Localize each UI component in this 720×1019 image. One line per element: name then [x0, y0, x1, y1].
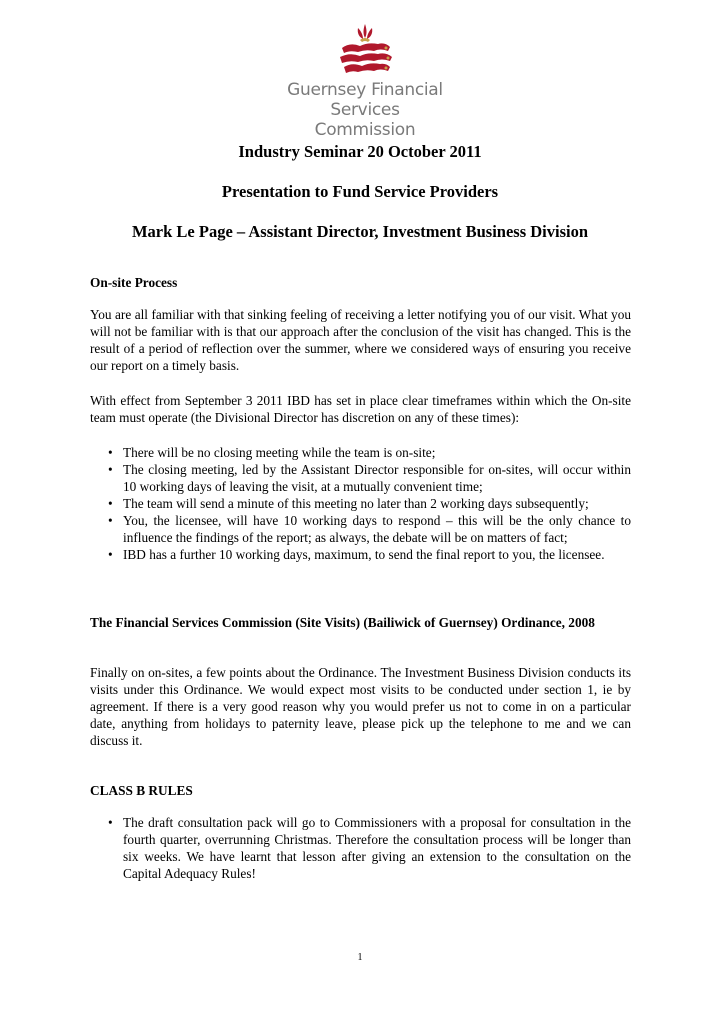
list-item: • The team will send a minute of this meeting no later than 2 working days subsequently;	[90, 495, 631, 512]
ordinance-heading-text: The Financial Services Commission (Site Visits) (Bailiwick of Guernsey) Ordinance, 2008	[90, 615, 595, 630]
logo-text-line2: Services Commission	[314, 100, 416, 140]
seminar-title: Industry Seminar 20 October 2011	[238, 142, 482, 161]
classb-heading-text: CLASS B RULES	[90, 783, 193, 798]
list-item: • You, the licensee, will have 10 working days to respond – this will be the only chance to influence the findings of the report; as always, the debate will be on matters of fact;	[90, 512, 631, 546]
presenter-title: Mark Le Page – Assistant Director, Investment Business Division	[131, 222, 589, 241]
list-item: • IBD has a further 10 working days, maximum, to send the final report to you, the licensee.	[90, 546, 631, 563]
onsite-paragraph-2: With effect from September 3 2011 IBD has set in place clear timeframes within which the On-site team must operate (the Divisional Director has discretion on any of these times):	[90, 393, 631, 425]
onsite-paragraph-1-block	[90, 306, 631, 374]
ordinance-paragraph-block	[90, 664, 631, 749]
ordinance-heading	[90, 614, 631, 631]
list-item: • There will be no closing meeting while the team is on-site;	[90, 444, 631, 461]
onsite-paragraph-1: You are all familiar with that sinking feeling of receiving a letter notifying you of our visit. What you will not be familiar with is that our approach after the conclusion of the visit has changed. This is the result of a period of reflection over the summer, where we considered ways of ensuring you receive our report on a timely basis.	[90, 307, 631, 373]
list-item: • The closing meeting, led by the Assistant Director responsible for on-sites, will occur within 10 working days of leaving the visit, at a mutually convenient time;	[90, 461, 631, 495]
classb-heading	[90, 782, 631, 799]
onsite-heading-text: On-site Process	[90, 275, 178, 290]
list-item: • The draft consultation pack will go to Commissioners with a proposal for consultation in the fourth quarter, overrunning Christmas. Therefore the consultation process will be longer than six weeks. We have learnt that lesson after giving an extension to the consultation on the Capital Adequacy Rules!	[90, 814, 631, 882]
presentation-title: Presentation to Fund Service Providers	[221, 182, 499, 201]
onsite-heading	[90, 274, 631, 291]
logo-text-line1: Guernsey Financial	[287, 80, 443, 100]
ordinance-paragraph: Finally on on-sites, a few points about the Ordinance. The Investment Business Division conducts its visits under this Ordinance. We would expect most visits to be conducted under section 1, ie by agreement. If there is a very good reason why you would prefer us not to come in on a particular date, anything from holidays to paternity leave, please pick up the telephone to me and we can discuss it.	[90, 665, 631, 748]
lion-crest-icon	[330, 20, 400, 78]
onsite-bullet-list	[90, 444, 631, 563]
onsite-paragraph-2-block	[90, 392, 631, 426]
classb-bullet-list	[90, 814, 631, 882]
page-number: 1	[357, 952, 363, 963]
gfsc-logo	[280, 20, 450, 140]
